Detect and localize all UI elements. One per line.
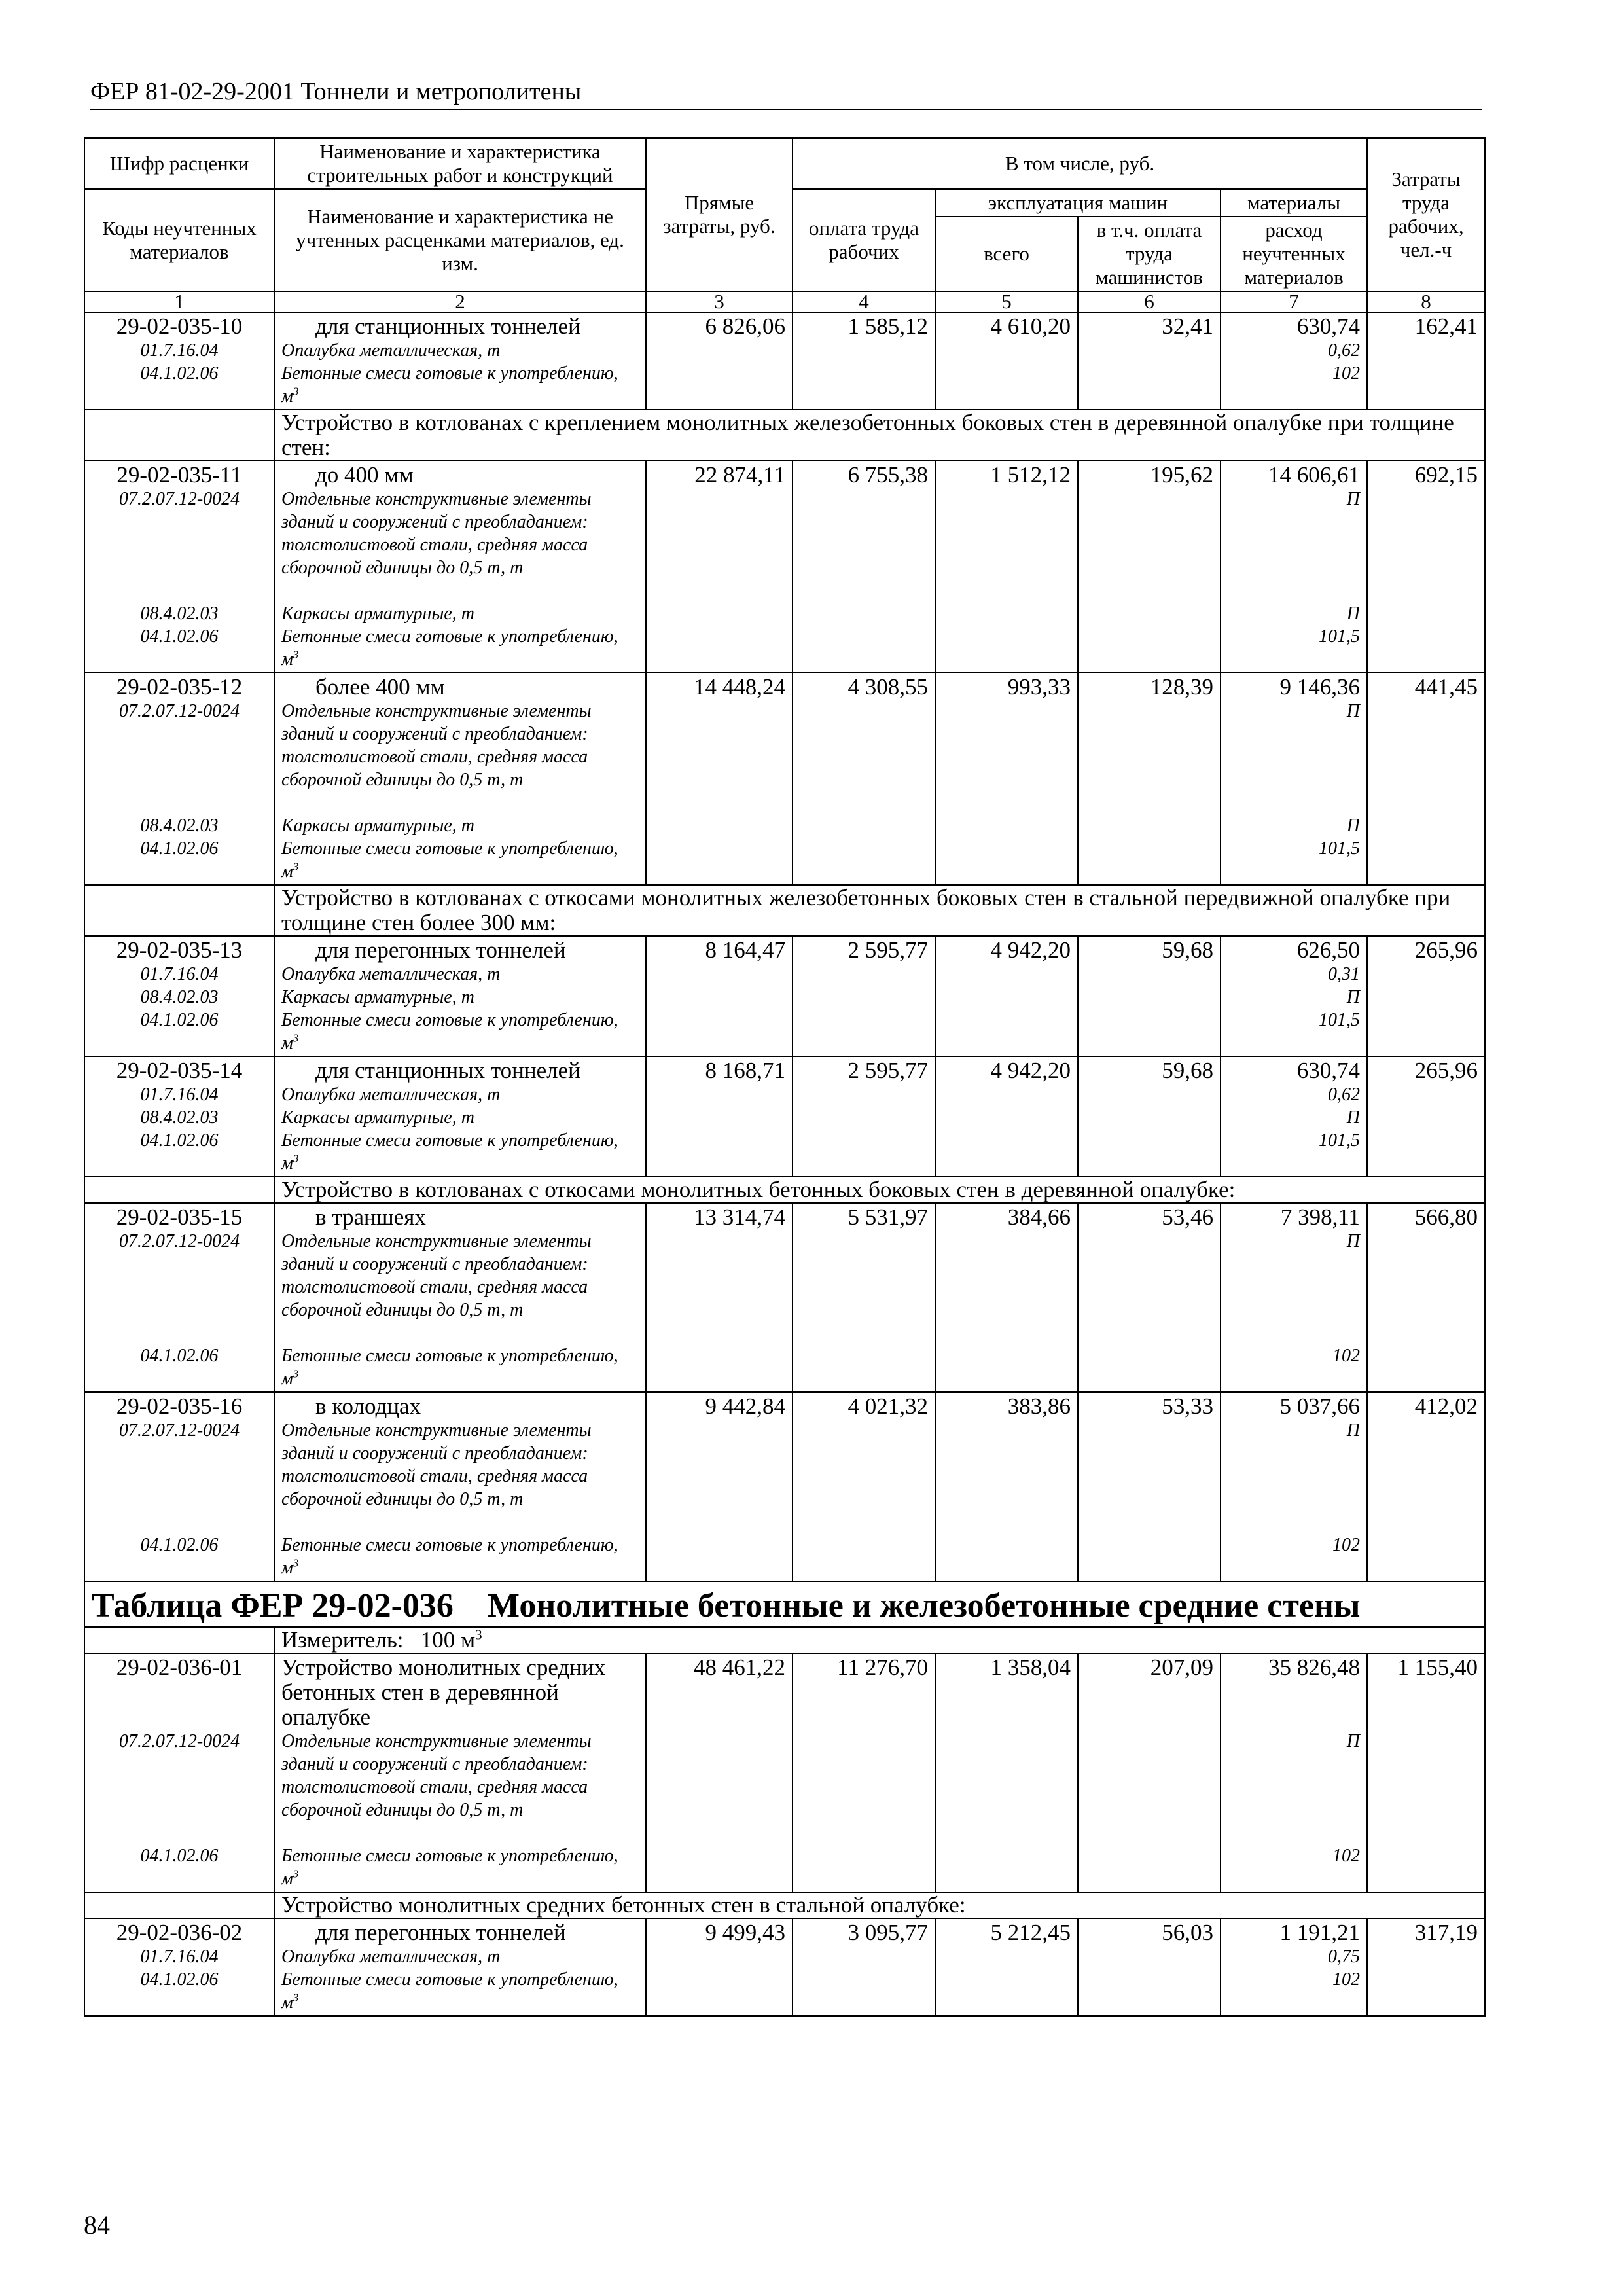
material-name-text: Бетонные смеси готовые к употреблению, м (281, 1010, 618, 1053)
material-code: 04.1.02.06 (140, 1010, 219, 1030)
material-name-text: Отдельные конструктивные элементы зданий и сооружений с преобладанием: толстолистовой стали, средняя масса сборочной единицы до 0,5 т, т (281, 1231, 592, 1320)
direct-costs: 6 826,06 (646, 312, 793, 410)
rate-code-cell (84, 936, 274, 1056)
rate-name-cell (274, 936, 646, 1056)
machinist-pay: 207,09 (1078, 1653, 1221, 1892)
head-machines: эксплуатация машин (935, 189, 1221, 217)
rate-code: 29-02-035-16 (116, 1393, 243, 1419)
material-usage: П (1346, 489, 1361, 509)
labor-hours: 1 155,40 (1367, 1653, 1485, 1892)
head-material-names: Наименование и характеристика не учтенных расценками материалов, ед. изм. (274, 189, 646, 291)
material-usage: 101,5 (1319, 1010, 1361, 1030)
machines-total: 383,86 (935, 1392, 1078, 1581)
column-numbers-row (84, 291, 1485, 312)
rate-code: 29-02-035-10 (116, 314, 243, 339)
labor-hours: 692,15 (1367, 461, 1485, 673)
table-title-row (84, 1581, 1485, 1627)
material-usage: 0,62 (1328, 340, 1361, 361)
section-row (84, 1892, 1485, 1918)
labor-pay: 4 021,32 (793, 1392, 935, 1581)
rate-code: 29-02-035-11 (116, 462, 242, 488)
materials-cost: 9 146,36 (1279, 674, 1361, 700)
material-code: 07.2.07.12-0024 (118, 1420, 240, 1441)
rate-row (84, 673, 1485, 885)
machinist-pay: 59,68 (1078, 1056, 1221, 1177)
material-code: 08.4.02.03 (140, 816, 219, 836)
rate-name-cell (274, 1203, 646, 1392)
cube-exponent: 3 (293, 1556, 299, 1570)
rate-name: до 400 мм (315, 462, 414, 488)
rate-name: более 400 мм (315, 674, 445, 700)
labor-pay: 3 095,77 (793, 1918, 935, 2016)
labor-hours: 441,45 (1367, 673, 1485, 885)
machines-total: 384,66 (935, 1203, 1078, 1392)
material-name (281, 362, 639, 408)
direct-costs: 8 168,71 (646, 1056, 793, 1177)
rate-row (84, 936, 1485, 1056)
section-heading: Устройство монолитных средних бетонных стен в стальной опалубке: (274, 1892, 1485, 1918)
labor-pay: 2 595,77 (793, 1056, 935, 1177)
rate-code: 29-02-036-02 (116, 1920, 243, 1945)
direct-costs: 13 314,74 (646, 1203, 793, 1392)
material-usage: 102 (1332, 1346, 1361, 1366)
rate-code-cell (84, 1203, 274, 1392)
table-title: Таблица ФЕР 29-02-036 Монолитные бетонные и железобетонные средние стены (84, 1581, 1485, 1627)
material-name-text: Опалубка металлическая, т (281, 340, 501, 361)
materials-cost: 35 826,48 (1268, 1655, 1361, 1680)
material-code: 07.2.07.12-0024 (118, 701, 240, 721)
labor-hours: 265,96 (1367, 1056, 1485, 1177)
material-name-text: Отдельные конструктивные элементы зданий и сооружений с преобладанием: толстолистовой стали, средняя масса сборочной единицы до 0,5 т, т (281, 1420, 592, 1509)
section-blank (84, 885, 274, 936)
materials-cost: 626,50 (1296, 937, 1361, 963)
materials-cell (1221, 1056, 1367, 1177)
column-number: 4 (793, 291, 935, 312)
material-name (281, 1129, 639, 1175)
material-code: 04.1.02.06 (140, 1535, 219, 1555)
section-heading: Устройство в котлованах с откосами монолитных железобетонных боковых стен в стальной передвижной опалубке при толщине стен более 300 мм: (274, 885, 1485, 936)
material-usage: П (1346, 1731, 1361, 1751)
material-name-text: Бетонные смеси готовые к употреблению, м (281, 363, 618, 406)
material-code: 04.1.02.06 (140, 838, 219, 859)
rate-name: для перегонных тоннелей (315, 1920, 566, 1945)
measure-cell (274, 1627, 1485, 1653)
material-usage: 102 (1332, 1969, 1361, 1990)
material-code: 01.7.16.04 (140, 964, 219, 984)
materials-cost: 14 606,61 (1268, 462, 1361, 488)
rate-code-cell (84, 312, 274, 410)
material-name-text: Бетонные смеси готовые к употреблению, м (281, 1969, 618, 2013)
rate-name-cell (274, 1918, 646, 2016)
machines-total: 4 942,20 (935, 936, 1078, 1056)
material-code: 04.1.02.06 (140, 626, 219, 647)
rate-name-cell (274, 1653, 646, 1892)
material-usage: П (1346, 701, 1361, 721)
labor-hours: 162,41 (1367, 312, 1485, 410)
rate-code-cell (84, 1392, 274, 1581)
head-labor-hours: Затраты труда рабочих, чел.-ч (1367, 138, 1485, 291)
cube-exponent: 3 (293, 385, 299, 398)
materials-spacer (1228, 1680, 1360, 1730)
material-name (281, 963, 639, 986)
material-name-text: Каркасы арматурные, т (281, 987, 474, 1007)
rate-code-cell (84, 1056, 274, 1177)
materials-cell (1221, 1918, 1367, 2016)
material-name (281, 837, 639, 883)
cube-exponent: 3 (293, 1867, 299, 1880)
machines-total: 4 942,20 (935, 1056, 1078, 1177)
rate-code-cell (84, 673, 274, 885)
cube-exponent: 3 (293, 648, 299, 661)
measure-label: Измеритель: (281, 1627, 404, 1653)
measure-blank (84, 1627, 274, 1653)
material-code: 04.1.02.06 (140, 363, 219, 384)
material-usage: 102 (1332, 1846, 1361, 1866)
material-name-text: Каркасы арматурные, т (281, 816, 474, 836)
head-work-name: Наименование и характеристика строительных работ и конструкций (274, 138, 646, 189)
measure-value: 100 м (420, 1627, 476, 1653)
head-direct-costs: Прямые затраты, руб. (646, 138, 793, 291)
rate-row (84, 1653, 1485, 1892)
material-name (281, 625, 639, 671)
rate-code-cell (84, 461, 274, 673)
rate-code-cell (84, 1653, 274, 1892)
material-name-text: Отдельные конструктивные элементы зданий и сооружений с преобладанием: толстолистовой стали, средняя масса сборочной единицы до 0,5 т, т (281, 701, 592, 790)
material-usage: П (1346, 816, 1361, 836)
table-body (84, 312, 1485, 2016)
measure-exponent: 3 (475, 1626, 482, 1643)
material-name (281, 339, 639, 362)
head-material-codes: Коды неучтенных материалов (84, 189, 274, 291)
direct-costs: 9 499,43 (646, 1918, 793, 2016)
material-name (281, 488, 639, 602)
rate-row (84, 1918, 1485, 2016)
section-row (84, 885, 1485, 936)
material-code: 07.2.07.12-0024 (118, 1731, 240, 1751)
labor-pay: 4 308,55 (793, 673, 935, 885)
labor-hours: 566,80 (1367, 1203, 1485, 1392)
material-usage: П (1346, 987, 1361, 1007)
rate-name: в траншеях (315, 1204, 426, 1230)
machinist-pay: 56,03 (1078, 1918, 1221, 2016)
rate-code: 29-02-035-15 (116, 1204, 243, 1230)
rate-name: для станционных тоннелей (315, 314, 580, 339)
material-usage: 101,5 (1319, 1130, 1361, 1151)
material-name-text: Бетонные смеси готовые к употреблению, м (281, 1535, 618, 1578)
material-usage: 0,62 (1328, 1085, 1361, 1105)
column-number: 1 (84, 291, 274, 312)
section-blank (84, 410, 274, 461)
material-code: 01.7.16.04 (140, 340, 219, 361)
material-name-text: Бетонные смеси готовые к употреблению, м (281, 1346, 618, 1389)
material-usage: П (1346, 1231, 1361, 1251)
rate-row (84, 1056, 1485, 1177)
material-name (281, 1009, 639, 1054)
material-code: 07.2.07.12-0024 (118, 489, 240, 509)
direct-costs: 8 164,47 (646, 936, 793, 1056)
machinist-pay: 195,62 (1078, 461, 1221, 673)
head-rate-code: Шифр расценки (84, 138, 274, 189)
materials-cell (1221, 936, 1367, 1056)
material-name-text: Бетонные смеси готовые к употреблению, м (281, 1130, 618, 1174)
material-code: 04.1.02.06 (140, 1969, 219, 1990)
labor-pay: 1 585,12 (793, 312, 935, 410)
cube-exponent: 3 (293, 1152, 299, 1165)
section-blank (84, 1177, 274, 1203)
machines-total: 4 610,20 (935, 312, 1078, 410)
rate-name-cell (274, 461, 646, 673)
materials-cell (1221, 1203, 1367, 1392)
rate-code-cell (84, 1918, 274, 2016)
rate-code: 29-02-035-14 (116, 1058, 243, 1083)
cube-exponent: 3 (293, 1031, 299, 1045)
cube-exponent: 3 (293, 1367, 299, 1380)
labor-pay: 5 531,97 (793, 1203, 935, 1392)
cube-exponent: 3 (293, 860, 299, 873)
material-usage: П (1346, 1107, 1361, 1128)
material-name-text: Опалубка металлическая, т (281, 964, 501, 984)
machinist-pay: 59,68 (1078, 936, 1221, 1056)
page-header: ФЕР 81-02-29-2001 Тоннели и метрополитены (90, 77, 1482, 110)
machines-total: 993,33 (935, 673, 1078, 885)
rate-row (84, 1203, 1485, 1392)
section-heading: Устройство в котлованах с креплением монолитных железобетонных боковых стен в деревянной опалубке при толщине стен: (274, 410, 1485, 461)
labor-pay: 11 276,70 (793, 1653, 935, 1892)
materials-cell (1221, 1392, 1367, 1581)
machinist-pay: 53,33 (1078, 1392, 1221, 1581)
materials-cost: 5 037,66 (1279, 1393, 1361, 1419)
direct-costs: 14 448,24 (646, 673, 793, 885)
materials-cost: 630,74 (1296, 314, 1361, 339)
head-machines-total: всего (935, 217, 1078, 291)
rate-name-cell (274, 312, 646, 410)
rate-row (84, 461, 1485, 673)
labor-pay: 6 755,38 (793, 461, 935, 673)
rate-code: 29-02-035-13 (116, 937, 243, 963)
material-name (281, 814, 639, 837)
direct-costs: 9 442,84 (646, 1392, 793, 1581)
material-code: 08.4.02.03 (140, 1107, 219, 1128)
column-number: 6 (1078, 291, 1221, 312)
material-name (281, 1419, 639, 1534)
code-spacer (88, 1680, 271, 1730)
material-code: 07.2.07.12-0024 (118, 1231, 240, 1251)
material-name (281, 1083, 639, 1106)
material-name-text: Бетонные смеси готовые к употреблению, м (281, 626, 618, 670)
material-name (281, 1968, 639, 2014)
material-name-text: Каркасы арматурные, т (281, 603, 474, 624)
machinist-pay: 53,46 (1078, 1203, 1221, 1392)
material-name (281, 1844, 639, 1890)
rate-row (84, 1392, 1485, 1581)
materials-cost: 1 191,21 (1279, 1920, 1361, 1945)
head-materials: материалы (1221, 189, 1367, 217)
material-code: 04.1.02.06 (140, 1846, 219, 1866)
cube-exponent: 3 (293, 1991, 299, 2004)
machines-total: 1 512,12 (935, 461, 1078, 673)
material-code: 01.7.16.04 (140, 1946, 219, 1967)
materials-cell (1221, 1653, 1367, 1892)
section-heading: Устройство в котлованах с откосами монолитных бетонных боковых стен в деревянной опалубке: (274, 1177, 1485, 1203)
material-usage: 0,31 (1328, 964, 1361, 984)
page-number: 84 (84, 2210, 110, 2240)
material-name-text: Бетонные смеси готовые к употреблению, м (281, 1846, 618, 1889)
rate-name: Устройство монолитных средних бетонных стен в деревянной опалубке (281, 1655, 606, 1730)
rate-code: 29-02-036-01 (116, 1655, 243, 1680)
material-usage: П (1346, 1420, 1361, 1441)
material-name (281, 700, 639, 814)
column-number: 2 (274, 291, 646, 312)
material-usage: 0,75 (1328, 1946, 1361, 1967)
materials-cell (1221, 461, 1367, 673)
machinist-pay: 128,39 (1078, 673, 1221, 885)
machinist-pay: 32,41 (1078, 312, 1221, 410)
material-name (281, 1730, 639, 1844)
table-head (84, 138, 1485, 312)
rate-name: в колодцах (315, 1393, 421, 1419)
column-number: 7 (1221, 291, 1367, 312)
labor-hours: 317,19 (1367, 1918, 1485, 2016)
machines-total: 5 212,45 (935, 1918, 1078, 2016)
rate-code: 29-02-035-12 (116, 674, 243, 700)
material-name-text: Каркасы арматурные, т (281, 1107, 474, 1128)
material-name (281, 1230, 639, 1344)
material-code: 04.1.02.06 (140, 1346, 219, 1366)
materials-cell (1221, 312, 1367, 410)
material-name (281, 1945, 639, 1968)
head-including: В том числе, руб. (793, 138, 1367, 189)
material-name-text: Опалубка металлическая, т (281, 1946, 501, 1967)
material-name-text: Отдельные конструктивные элементы зданий и сооружений с преобладанием: толстолистовой стали, средняя масса сборочной единицы до 0,5 т, т (281, 1731, 592, 1820)
direct-costs: 22 874,11 (646, 461, 793, 673)
head-machinist-pay: в т.ч. оплата труда машинистов (1078, 217, 1221, 291)
rate-row (84, 312, 1485, 410)
material-name (281, 1534, 639, 1579)
rate-name-cell (274, 1056, 646, 1177)
material-code: 04.1.02.06 (140, 1130, 219, 1151)
material-name (281, 602, 639, 625)
material-name-text: Бетонные смеси готовые к употреблению, м (281, 838, 618, 882)
materials-cell (1221, 673, 1367, 885)
rate-name: для перегонных тоннелей (315, 937, 566, 963)
rate-name-cell (274, 673, 646, 885)
material-name (281, 1344, 639, 1390)
material-code: 08.4.02.03 (140, 603, 219, 624)
measure-row (84, 1627, 1485, 1653)
material-name (281, 1106, 639, 1129)
material-usage: 101,5 (1319, 626, 1361, 647)
rate-name: для станционных тоннелей (315, 1058, 580, 1083)
material-code: 01.7.16.04 (140, 1085, 219, 1105)
rates-table (84, 137, 1486, 2017)
material-usage: 102 (1332, 363, 1361, 384)
column-number: 3 (646, 291, 793, 312)
machines-total: 1 358,04 (935, 1653, 1078, 1892)
materials-cost: 7 398,11 (1280, 1204, 1361, 1230)
material-usage: 102 (1332, 1535, 1361, 1555)
material-name-text: Опалубка металлическая, т (281, 1085, 501, 1105)
rate-name-cell (274, 1392, 646, 1581)
labor-pay: 2 595,77 (793, 936, 935, 1056)
material-usage: 101,5 (1319, 838, 1361, 859)
material-name (281, 986, 639, 1009)
material-usage: П (1346, 603, 1361, 624)
materials-cost: 630,74 (1296, 1058, 1361, 1083)
head-material-usage: расход неучтенных материалов (1221, 217, 1367, 291)
labor-hours: 265,96 (1367, 936, 1485, 1056)
material-code: 08.4.02.03 (140, 987, 219, 1007)
section-row (84, 1177, 1485, 1203)
material-name-text: Отдельные конструктивные элементы зданий и сооружений с преобладанием: толстолистовой стали, средняя масса сборочной единицы до 0,5 т, т (281, 489, 592, 578)
head-labor-pay: оплата труда рабочих (793, 189, 935, 291)
section-row (84, 410, 1485, 461)
labor-hours: 412,02 (1367, 1392, 1485, 1581)
column-number: 5 (935, 291, 1078, 312)
column-number: 8 (1367, 291, 1485, 312)
section-blank (84, 1892, 274, 1918)
direct-costs: 48 461,22 (646, 1653, 793, 1892)
